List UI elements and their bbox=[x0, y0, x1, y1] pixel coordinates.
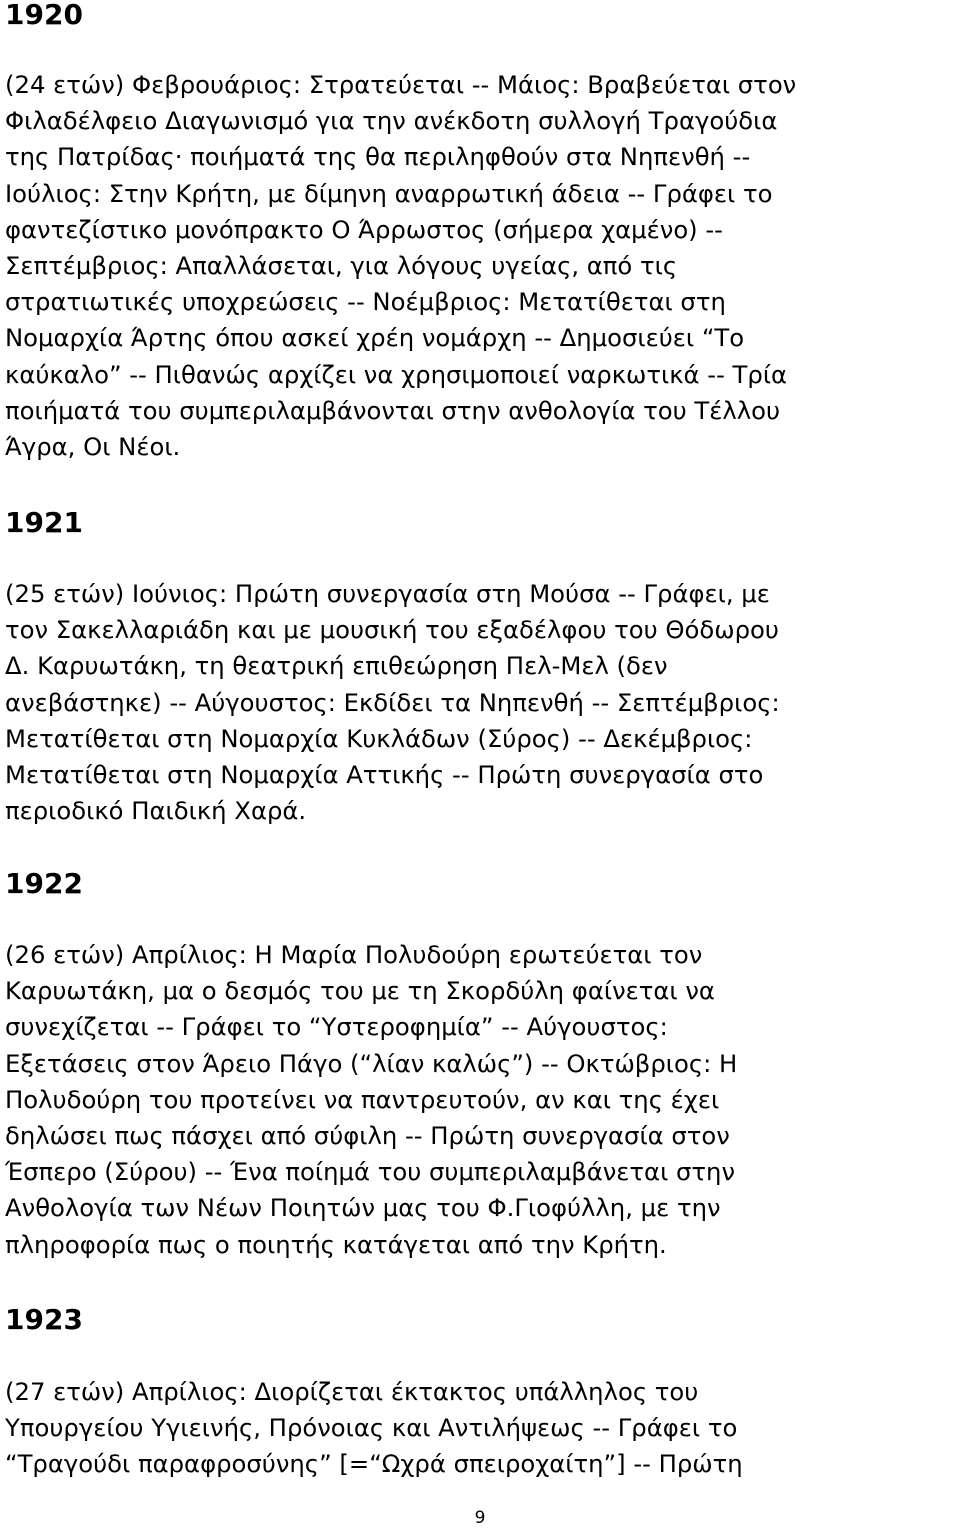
year-heading: 1923 bbox=[5, 1303, 83, 1336]
text-line: δηλώσει πως πάσχει από σύφιλη -- Πρώτη συνεργασία στον bbox=[5, 1120, 730, 1150]
text-line: Υπουργείου Υγιεινής, Πρόνοιας και Αντιλήψεως -- Γράφει το bbox=[5, 1413, 738, 1443]
page-number: 9 bbox=[474, 1508, 486, 1528]
text-line: περιοδικό Παιδική Χαρά. bbox=[5, 796, 307, 826]
text-line: Δ. Καρυωτάκη, τη θεατρική επιθεώρηση Πελ-Μελ (δεν bbox=[5, 651, 668, 681]
text-line: της Πατρίδας· ποιήματά της θα περιληφθούν στα Νηπενθή -- bbox=[5, 142, 751, 172]
text-line: φαντεζίστικο μονόπρακτο Ο Άρρωστος (σήμερα χαμένο) -- bbox=[5, 214, 723, 244]
text-line: Μετατίθεται στη Νομαρχία Αττικής -- Πρώτη συνεργασία στο bbox=[5, 759, 764, 789]
year-entry-text bbox=[5, 576, 780, 829]
text-line: Φιλαδέλφειο Διαγωνισμό για την ανέκδοτη συλλογή Τραγούδια bbox=[5, 106, 778, 136]
year-heading: 1920 bbox=[5, 0, 83, 31]
text-line: συνεχίζεται -- Γράφει το “Υστεροφημία” -- Αύγουστος: bbox=[5, 1012, 668, 1042]
text-line: Νομαρχία Άρτης όπου ασκεί χρέη νομάρχη -- Δημοσιεύει “Το bbox=[5, 323, 745, 353]
year-entry-text bbox=[5, 1374, 743, 1483]
text-line: Έσπερο (Σύρου) -- Ένα ποίημά του συμπεριλαμβάνεται στην bbox=[5, 1157, 736, 1187]
text-line: (27 ετών) Απρίλιος: Διορίζεται έκτακτος υπάλληλος του bbox=[5, 1377, 699, 1406]
text-line: (26 ετών) Απρίλιος: Η Μαρία Πολυδούρη ερωτεύεται τον bbox=[5, 940, 703, 969]
text-line: Πολυδούρη του προτείνει να παντρευτούν, αν και της έχει bbox=[5, 1084, 720, 1114]
text-line: τον Σακελλαριάδη και με μουσική του εξαδέλφου του Θόδωρου bbox=[5, 615, 779, 645]
text-line: καύκαλο” -- Πιθανώς αρχίζει να χρησιμοποιεί ναρκωτικά -- Τρία bbox=[5, 359, 788, 389]
text-line: “Τραγούδι παραφροσύνης” [=“Ωχρά σπειροχαίτη”] -- Πρώτη bbox=[5, 1449, 743, 1479]
text-line: ανεβάστηκε) -- Αύγουστος: Εκδίδει τα Νηπενθή -- Σεπτέμβριος: bbox=[5, 687, 780, 717]
text-line: Μετατίθεται στη Νομαρχία Κυκλάδων (Σύρος) -- Δεκέμβριος: bbox=[5, 723, 753, 753]
text-line: στρατιωτικές υποχρεώσεις -- Νοέμβριος: Μετατίθεται στη bbox=[5, 287, 726, 317]
text-line: (24 ετών) Φεβρουάριος: Στρατεύεται -- Μάιος: Βραβεύεται στον bbox=[5, 70, 797, 99]
year-heading: 1922 bbox=[5, 867, 83, 900]
text-line: Ανθολογία των Νέων Ποιητών μας του Φ.Γιοφύλλη, με την bbox=[5, 1193, 721, 1223]
text-line: Άγρα, Οι Νέοι. bbox=[5, 431, 181, 461]
text-line: Καρυωτάκη, μα ο δεσμός του με τη Σκορδύλη φαίνεται να bbox=[5, 976, 715, 1006]
year-entry-text bbox=[5, 67, 796, 465]
text-line: (25 ετών) Ιούνιος: Πρώτη συνεργασία στη Μούσα -- Γράφει, με bbox=[5, 579, 770, 608]
text-line: πληροφορία πως ο ποιητής κατάγεται από την Κρήτη. bbox=[5, 1229, 667, 1259]
year-entry-text bbox=[5, 937, 737, 1263]
text-line: Ιούλιος: Στην Κρήτη, με δίμηνη αναρρωτική άδεια -- Γράφει το bbox=[5, 178, 773, 208]
text-line: Σεπτέμβριος: Απαλλάσεται, για λόγους υγείας, από τις bbox=[5, 250, 678, 280]
text-line: ποιήματά του συμπεριλαμβάνονται στην ανθολογία του Τέλλου bbox=[5, 395, 781, 425]
year-heading: 1921 bbox=[5, 506, 83, 539]
text-line: Εξετάσεις στον Άρειο Πάγο (“λίαν καλώς”) -- Οκτώβριος: Η bbox=[5, 1048, 738, 1078]
